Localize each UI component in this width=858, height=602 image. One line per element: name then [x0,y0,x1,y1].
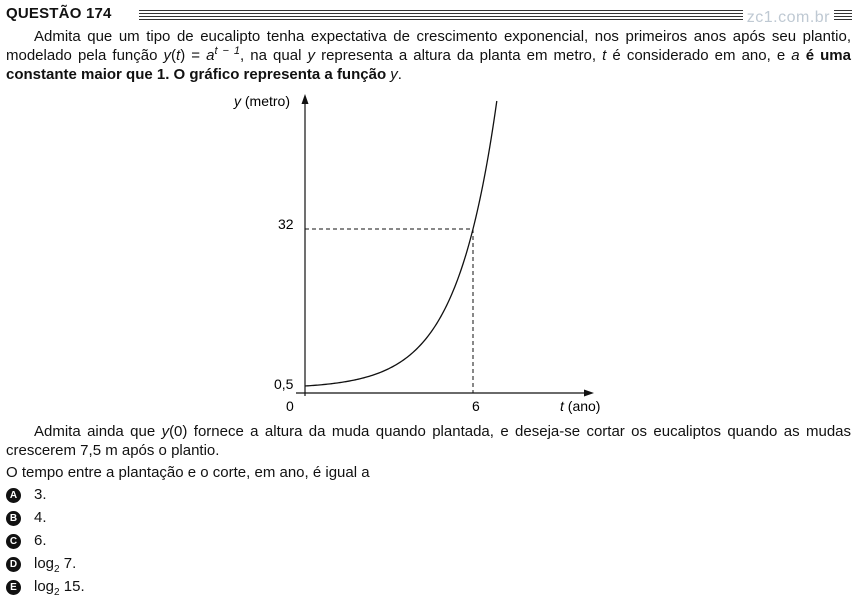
option-c[interactable] [6,532,206,552]
function-base: a [206,47,215,64]
exponential-curve [305,101,497,386]
option-text: 6. [34,532,47,549]
origin-label: 0 [286,398,294,414]
y-tick-label-0-5: 0,5 [274,376,294,392]
question-statement: Admita que um tipo de eucalipto tenha expectativa de crescimento exponencial, nos primeiros anos após seu plantio, modelado pela função $y(t) = a^{t - 1}$, na qual y representa a altura da planta em metro, t é considerado em ano, e a é uma constante maior que 1. O gráfico representa a função y. [6,28,851,83]
option-text: $\log_2 15$. [34,578,85,598]
header-rule [139,9,852,26]
context-text: (0) fornece a altura da muda quando plantada, e deseja-se cortar os eucaliptos quando as mudas crescerem 7,5 m após o plantio. [6,423,852,459]
y-axis-arrow [302,94,309,104]
question-context [6,422,851,460]
x-tick-label-6: 6 [472,398,480,414]
function-name: y [161,423,170,440]
option-letter-badge: E [6,580,21,595]
option-letter-badge: C [6,534,21,549]
question-prompt: O tempo entre a plantação e o corte, em ano, é igual a [6,464,370,481]
statement-text: . [397,66,402,83]
question-number: QUESTÃO 174 [6,5,112,22]
variable-a: a [791,47,800,64]
option-text: 3. [34,486,47,503]
option-d[interactable] [6,555,206,575]
x-axis-arrow [584,390,594,397]
function-name: y [163,47,172,64]
statement-text: representa a altura da planta em metro, [315,47,603,64]
statement-text: Admita que um tipo de eucalipto tenha expectativa de crescimento exponencial, nos primeiros anos após seu plantio, modelado pela função [6,28,851,64]
x-axis-label: t (ano) [560,398,601,414]
statement-text: é uma constante maior que 1. O gráfico representa a função [6,47,851,83]
question-header [6,5,852,25]
function-arg: t [176,47,181,64]
function-graph [220,90,620,420]
context-text: Admita ainda que [34,423,162,440]
variable-t: t [602,47,607,64]
option-b[interactable] [6,509,206,529]
option-text: 4. [34,509,47,526]
y-tick-label-32: 32 [278,216,294,232]
option-letter-badge: B [6,511,21,526]
option-a[interactable] [6,486,206,506]
option-text: $\log_2 7$. [34,555,77,575]
option-letter-badge: D [6,557,21,572]
option-e[interactable] [6,578,206,598]
statement-text: , na qual [240,47,308,64]
function-exponent: t − 1 [214,45,241,57]
variable-y: y [307,47,315,64]
option-letter-badge: A [6,488,21,503]
variable-y: y [390,66,398,83]
statement-text: é considerado em ano, e [606,47,792,64]
watermark: zc1.com.br [743,9,834,27]
y-axis-label: y (metro) [234,93,291,109]
function-equals: ) = [180,47,207,64]
